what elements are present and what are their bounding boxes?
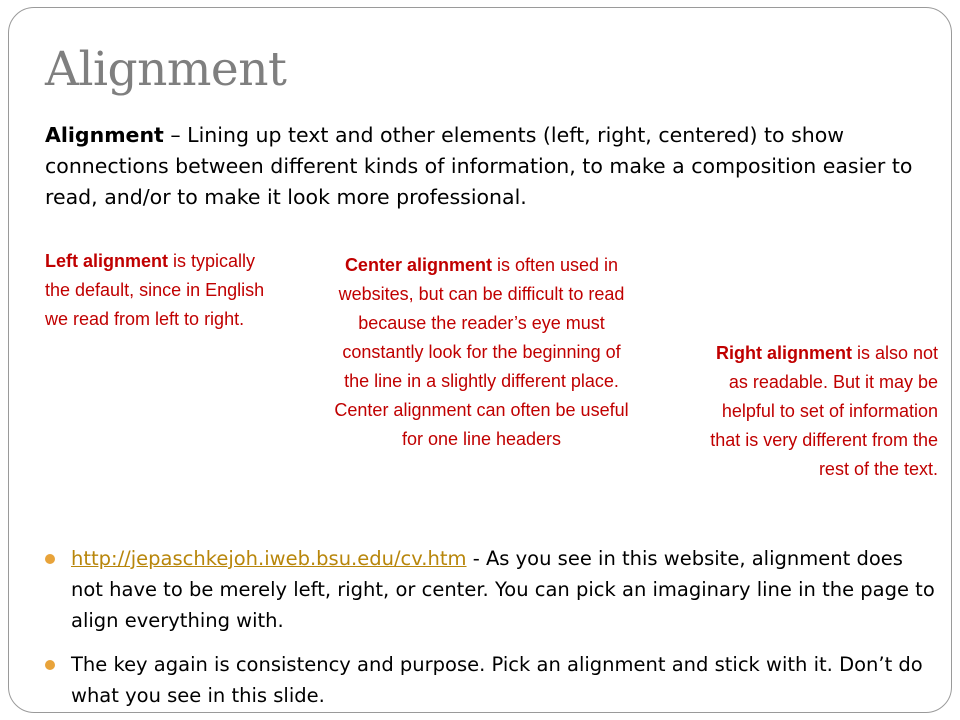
bullet-dot-icon bbox=[45, 660, 55, 670]
definition-term: Alignment bbox=[45, 123, 164, 147]
bullet-text: The key again is consistency and purpose. Pick an alignment and stick with it. Don’t do what you see in this slide. bbox=[71, 653, 923, 707]
center-alignment-note bbox=[333, 251, 630, 454]
center-note-text: is often used in websites, but can be difficult to read because the reader’s eye must constantly look for the beginning of the line in a slightly different place. Center alignment can often be useful for one line headers bbox=[334, 255, 629, 449]
left-alignment-note bbox=[45, 247, 267, 334]
slide-frame bbox=[8, 7, 952, 713]
bullet-list bbox=[45, 543, 935, 711]
center-note-heading: Center alignment bbox=[344, 255, 492, 275]
website-link[interactable]: http://jepaschkejoh.iweb.bsu.edu/cv.htm bbox=[71, 547, 467, 570]
left-note-heading: Left alignment bbox=[45, 251, 169, 271]
definition-paragraph bbox=[45, 120, 945, 213]
right-alignment-note bbox=[709, 339, 938, 484]
right-note-text: is also not as readable. But it may be helpful to set of information that is very different from the rest of the text. bbox=[710, 343, 938, 479]
bullet-dot-icon bbox=[45, 554, 55, 564]
list-item bbox=[45, 649, 935, 711]
definition-text: – Lining up text and other elements (left, right, centered) to show connections between different kinds of information, to make a composition easier to read, and/or to make it look more professional. bbox=[45, 123, 913, 209]
right-note-heading: Right alignment bbox=[715, 343, 852, 363]
bullet-text: - As you see in this website, alignment does not have to be merely left, right, or center. You can pick an imaginary line in the page to align everything with. bbox=[71, 547, 935, 632]
list-item bbox=[45, 543, 935, 636]
left-note-text: is typically the default, since in English we read from left to right. bbox=[45, 251, 265, 329]
slide-title: Alignment bbox=[45, 42, 287, 97]
